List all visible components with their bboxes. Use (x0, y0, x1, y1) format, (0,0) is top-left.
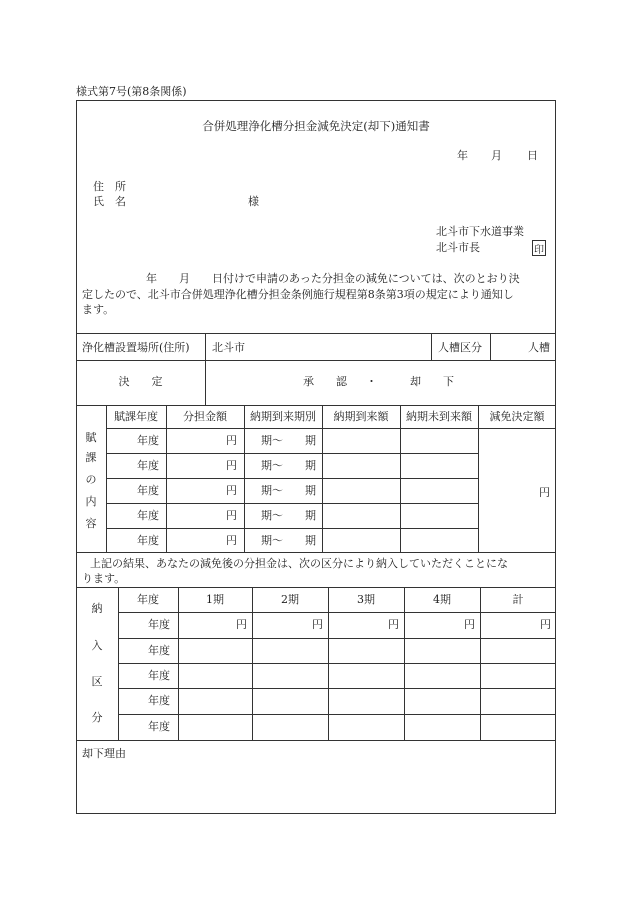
divider (118, 688, 556, 689)
divider (106, 428, 556, 429)
divider (118, 714, 556, 715)
divider (431, 333, 432, 360)
divider (76, 552, 556, 553)
row-period-to: 期 (305, 484, 316, 497)
tank-unit: 人槽 (528, 341, 550, 354)
assessment-side-char: 賦 (85, 431, 97, 444)
decision-separator: ・ (366, 375, 377, 388)
payment-side-char: 納 (91, 602, 103, 615)
payment-header: 2期 (281, 593, 299, 606)
row-amount-unit: 円 (226, 534, 237, 547)
payment-header: 年度 (137, 593, 159, 606)
body-line1: 年 月 日付けで申請のあった分担金の減免については、次のとおり決 (146, 272, 520, 285)
column-header: 納期到来額 (333, 410, 389, 423)
assessment-side-char: の (85, 473, 97, 486)
date-year: 年 (457, 149, 468, 162)
row-period-from: 期～ (261, 484, 283, 497)
column-header: 納期到来期別 (250, 410, 316, 423)
address-label: 住 所 (93, 180, 126, 193)
row-period-from: 期～ (261, 459, 283, 472)
payment-side-char: 入 (91, 639, 103, 652)
divider (76, 360, 556, 361)
payment-header: 1期 (206, 593, 224, 606)
form-number: 様式第7号(第8条関係) (76, 85, 187, 98)
row-period-to: 期 (305, 509, 316, 522)
divider (106, 528, 478, 529)
column-header: 分担金額 (183, 410, 227, 423)
issuer-line2: 北斗市長 (436, 241, 480, 254)
payment-header: 4期 (433, 593, 451, 606)
divider (106, 503, 478, 504)
payment-unit: 円 (236, 618, 247, 631)
row-year: 年度 (137, 534, 159, 547)
divider (76, 740, 556, 741)
name-label: 氏 名 (93, 195, 126, 208)
result-line1: 上記の結果、あなたの減免後の分担金は、次の区分により納入していただくことにな (90, 557, 508, 570)
row-period-from: 期～ (261, 434, 283, 447)
payment-row-year: 年度 (148, 669, 170, 682)
row-amount-unit: 円 (226, 434, 237, 447)
divider (76, 333, 556, 334)
payment-unit: 円 (540, 618, 551, 631)
payment-side-char: 区 (91, 675, 103, 688)
tank-label: 人槽区分 (438, 341, 482, 354)
result-line2: ります。 (82, 572, 126, 585)
honorific: 様 (248, 195, 259, 208)
payment-unit: 円 (312, 618, 323, 631)
assessment-side-char: 課 (85, 451, 97, 464)
body-line3: ます。 (82, 303, 115, 316)
divider (106, 453, 478, 454)
document-title: 合併処理浄化槽分担金減免決定(却下)通知書 (202, 119, 430, 133)
divider (118, 638, 556, 639)
location-value: 北斗市 (212, 341, 245, 354)
rejection-reason-label: 却下理由 (82, 747, 126, 760)
column-header: 賦課年度 (114, 410, 158, 423)
payment-side-char: 分 (91, 711, 103, 724)
divider (76, 405, 556, 406)
payment-unit: 円 (464, 618, 475, 631)
divider (205, 360, 206, 405)
row-period-to: 期 (305, 434, 316, 447)
divider (118, 612, 556, 613)
row-amount-unit: 円 (226, 459, 237, 472)
assessment-side-char: 内 (85, 495, 97, 508)
date-day: 日 (527, 149, 538, 162)
payment-row-year: 年度 (148, 694, 170, 707)
payment-row-year: 年度 (148, 720, 170, 733)
row-year: 年度 (137, 459, 159, 472)
row-year: 年度 (137, 484, 159, 497)
seal-mark: 印 (532, 240, 546, 256)
date-month: 月 (491, 149, 502, 162)
row-amount-unit: 円 (226, 509, 237, 522)
row-period-to: 期 (305, 459, 316, 472)
decision-label: 決 定 (118, 375, 163, 388)
payment-row-year: 年度 (148, 618, 170, 631)
payment-row-year: 年度 (148, 644, 170, 657)
row-year: 年度 (137, 509, 159, 522)
column-header: 納期未到来額 (406, 410, 472, 423)
divider (118, 663, 556, 664)
divider (106, 478, 478, 479)
row-period-from: 期～ (261, 534, 283, 547)
issuer-line1: 北斗市下水道事業 (436, 225, 524, 238)
row-period-to: 期 (305, 534, 316, 547)
body-line2: 定したので、北斗市合併処理浄化槽分担金条例施行規程第8条第3項の規定により通知し (82, 288, 514, 301)
reduction-unit: 円 (539, 486, 550, 499)
payment-unit: 円 (388, 618, 399, 631)
column-header: 減免決定額 (489, 410, 545, 423)
divider (205, 333, 206, 360)
payment-header: 計 (512, 593, 524, 606)
decision-approve: 承 認 (303, 375, 347, 388)
divider (76, 587, 556, 588)
row-year: 年度 (137, 434, 159, 447)
row-amount-unit: 円 (226, 484, 237, 497)
row-period-from: 期～ (261, 509, 283, 522)
payment-header: 3期 (357, 593, 375, 606)
assessment-side-char: 容 (85, 517, 97, 530)
decision-reject: 却 下 (410, 375, 454, 388)
location-label: 浄化槽設置場所(住所) (82, 341, 190, 354)
